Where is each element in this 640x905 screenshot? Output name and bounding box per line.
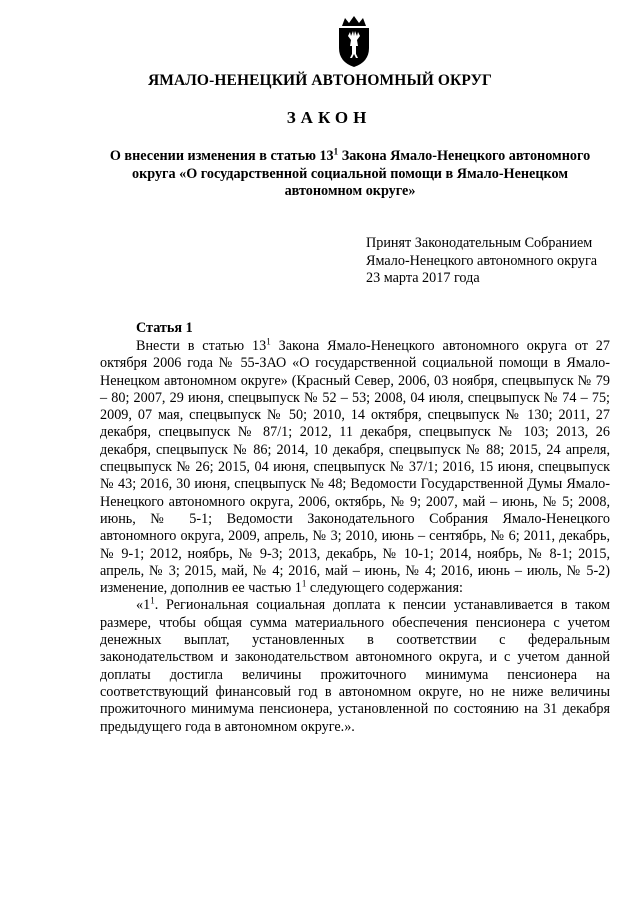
paragraph-2-part-a: «1	[136, 597, 151, 614]
adoption-line-1: Принят Законодательным Собранием	[366, 235, 593, 251]
paragraph-1-part-b: Закона Ямало-Ненецкого автономного округа от 27 октября 2006 года № 55-ЗАО «О государственной социальной помощи в Ямало-Ненецком автономном округе» (Красный Север, 2006, 03 ноября, спецвыпуск № 79 – 80; 2007, 29 июня, спецвыпуск № 52 – 53; 2008, 04 июля, спецвыпуск № 74 – 75; 2009, 07 мая, спецвыпуск № 50; 2010, 14 октября, спецвыпуск № 130; 2011, 27 декабря, спецвыпуск № 87/1; 2012, 11 декабря, спецвыпуск № 103; 2013, 26 декабря, спецвыпуск № 86; 2014, 10 декабря, спецвыпуск № 88; 2015, 24 апреля, спецвыпуск № 26; 2015, 04 июня, спецвыпуск № 37/1; 2016, 15 июня, спецвыпуск № 43; 2016, 30 июня, спецвыпуск № 48; Ведомости Государственной Думы Ямало-Ненецкого автономного округа, 2006, октябрь, № 9; 2007, май – июнь, № 5; 2008, июнь, № 5-1; Ведомости Законодательного Собрания Ямало-Ненецкого автономного округа, 2009, апрель, № 3; 2010, июнь – сентябрь, № 6; 2011, декабрь, № 9-1; 2012, ноябрь, № 9-3; 2013, декабрь, № 10-1; 2014, ноябрь, № 8-1; 2015, апрель, № 3; 2015, май, № 4; 2016, май – июнь, № 4; 2016, июнь – июль, № 5-2) изменение, дополнив ее частью 1	[100, 338, 610, 597]
adoption-note	[366, 235, 597, 288]
paragraph-1-sup-1: 1	[266, 336, 271, 347]
heading-superscript: 1	[333, 146, 339, 157]
paragraph-1-part-a: Внести в статью 13	[136, 338, 267, 354]
paragraph-2-sup: 1	[150, 595, 155, 606]
paragraph-2-part-b: . Региональная социальная доплата к пенсии устанавливается в таком размере, чтобы общая сумма материального обеспечения пенсионера с учетом денежных выплат, установленных в соответствии с федеральным законодательством и законодательством автономного округа, и с учетом данной доплаты достигла величины прожиточного минимума пенсионера на соответствующий финансовый год в автономном округе, но не ниже величины прожиточного минимума пенсионера, установленной по состоянию на 31 декабря предыдущего года в автономном округе.».	[100, 597, 610, 735]
law-heading	[100, 148, 600, 201]
article-paragraph-2	[100, 597, 610, 735]
paragraph-1-sup-2: 1	[301, 578, 307, 589]
heading-part-1: О внесении изменения в статью 13	[109, 148, 334, 164]
article-paragraph-1	[100, 338, 610, 597]
article-body	[100, 338, 610, 736]
heading-part-2: Закона Ямало-Ненецкого автономного округа «О государственной социальной помощи в Ямало-Ненецком автономном округе»	[131, 148, 591, 199]
law-word: ЗАКОН	[286, 108, 372, 127]
adoption-line-2: Ямало-Ненецкого автономного округа	[366, 252, 598, 269]
article-title: Статья 1	[136, 320, 193, 336]
paragraph-1-part-c: следующего содержания:	[306, 580, 463, 597]
adoption-date: 23 марта 2017 года	[366, 270, 480, 286]
coat-of-arms-emblem	[334, 16, 374, 68]
region-title: ЯМАЛО-НЕНЕЦКИЙ АВТОНОМНЫЙ ОКРУГ	[147, 72, 493, 89]
